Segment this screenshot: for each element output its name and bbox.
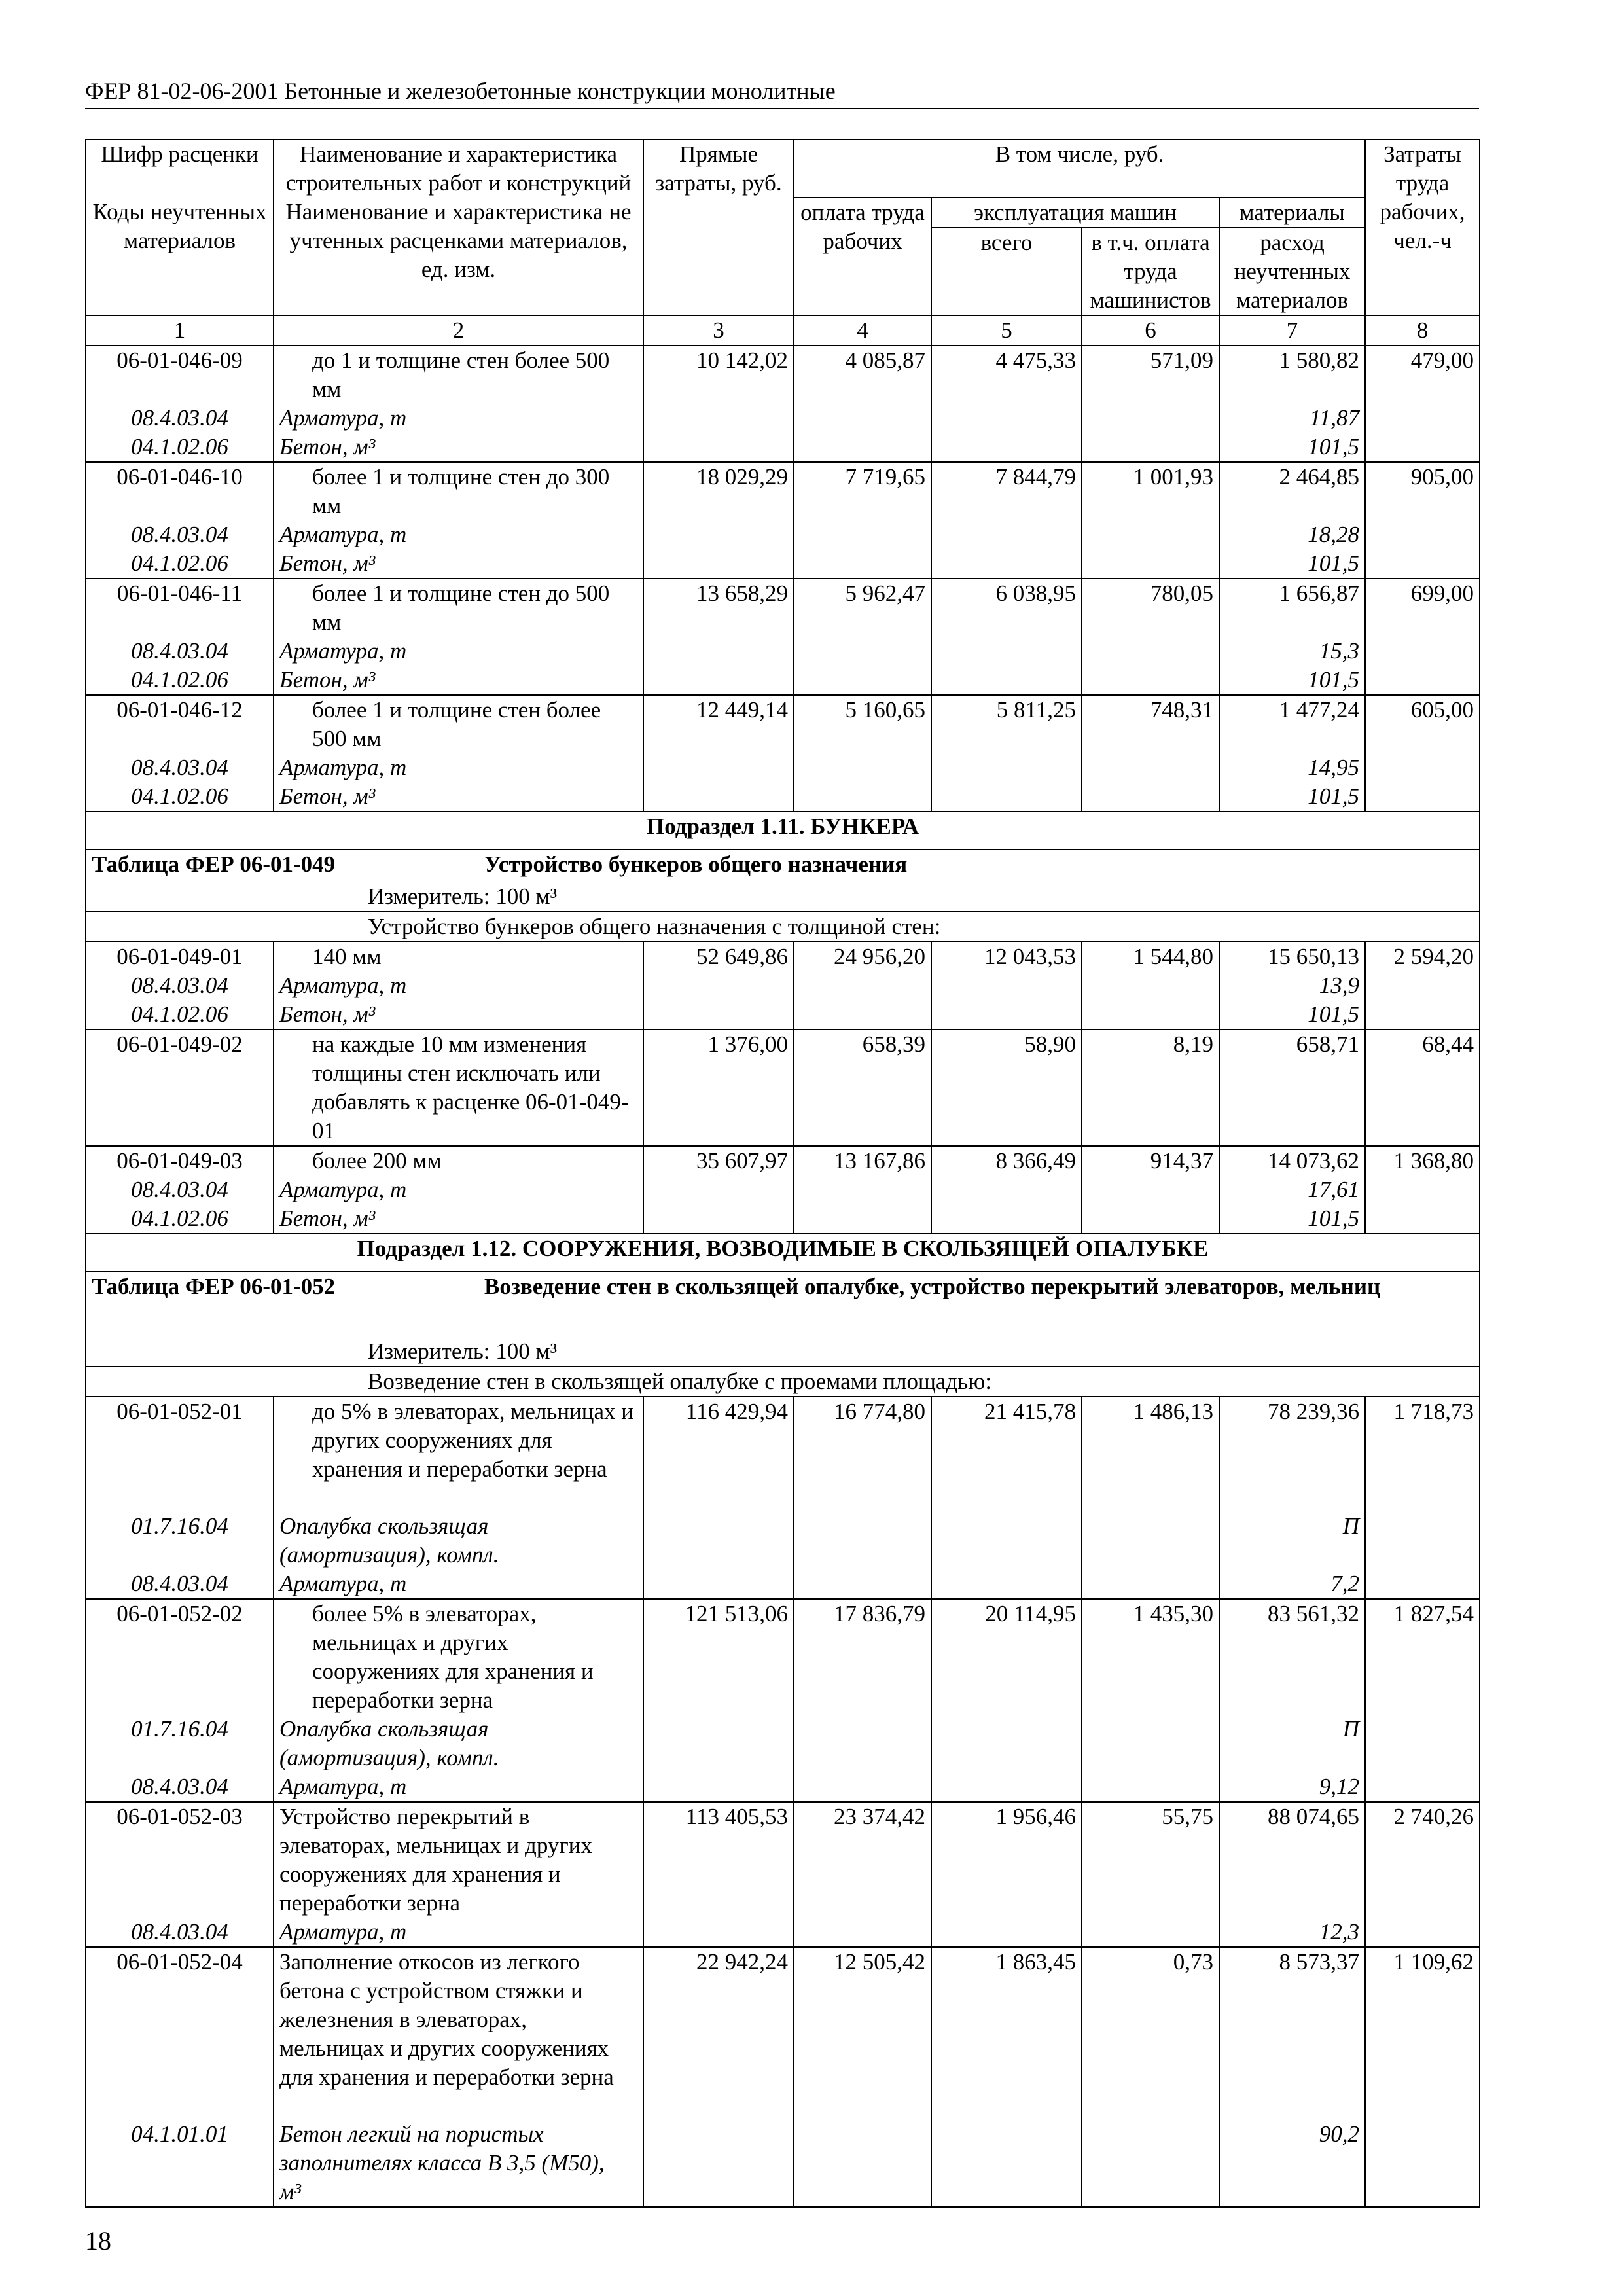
labor-hours: 68,44 bbox=[1365, 1030, 1480, 1146]
material-qty: П bbox=[1219, 1512, 1365, 1570]
labor-hours: 1 827,54 bbox=[1365, 1599, 1480, 1715]
material-name: Арматура, т bbox=[274, 1570, 643, 1599]
material-name: Арматура, т bbox=[274, 1772, 643, 1802]
rate-code: 06-01-052-04 bbox=[86, 1947, 274, 2120]
machinist-wage: 1 486,13 bbox=[1082, 1397, 1219, 1512]
direct-cost: 121 513,06 bbox=[643, 1599, 794, 1715]
material-code: 01.7.16.04 bbox=[86, 1512, 274, 1570]
direct-cost: 18 029,29 bbox=[643, 462, 794, 520]
rate-name: Заполнение откосов из легкого бетона с устройством стяжки и железнения в элеваторах, мельницах и других сооружениях для хранения и переработки зерна bbox=[274, 1947, 643, 2120]
labor-hours: 905,00 bbox=[1365, 462, 1480, 520]
rate-code: 06-01-046-11 bbox=[86, 579, 274, 637]
material-code: 04.1.02.06 bbox=[86, 1000, 274, 1030]
machinist-wage: 1 001,93 bbox=[1082, 462, 1219, 520]
col-materials-sub: расход неучтенных материалов bbox=[1219, 228, 1365, 315]
col-wage: оплата труда рабочих bbox=[794, 198, 931, 315]
materials-cost: 78 239,36 bbox=[1219, 1397, 1365, 1512]
material-code: 08.4.03.04 bbox=[86, 637, 274, 666]
materials-cost: 2 464,85 bbox=[1219, 462, 1365, 520]
col-materials: материалы bbox=[1219, 198, 1365, 228]
col-code-bottom: Коды неучтенных материалов bbox=[86, 198, 274, 315]
machinist-wage: 914,37 bbox=[1082, 1146, 1219, 1175]
direct-cost: 35 607,97 bbox=[643, 1146, 794, 1175]
material-name: Бетон, м³ bbox=[274, 549, 643, 579]
column-numbers bbox=[86, 315, 1480, 346]
wage-cost: 7 719,65 bbox=[794, 462, 931, 520]
material-code: 08.4.03.04 bbox=[86, 971, 274, 1000]
labor-hours: 699,00 bbox=[1365, 579, 1480, 637]
labor-hours: 2 594,20 bbox=[1365, 942, 1480, 971]
rate-code: 06-01-052-03 bbox=[86, 1802, 274, 1918]
material-qty: 101,5 bbox=[1219, 782, 1365, 812]
material-qty: 14,95 bbox=[1219, 753, 1365, 782]
wage-cost: 16 774,80 bbox=[794, 1397, 931, 1512]
materials-cost: 15 650,13 bbox=[1219, 942, 1365, 971]
wage-cost: 12 505,42 bbox=[794, 1947, 931, 2120]
table-name: Устройство бункеров общего назначения bbox=[484, 852, 908, 877]
material-name: Бетон, м³ bbox=[274, 666, 643, 695]
machines-cost: 20 114,95 bbox=[931, 1599, 1082, 1715]
material-code: 08.4.03.04 bbox=[86, 1175, 274, 1204]
materials-cost: 1 656,87 bbox=[1219, 579, 1365, 637]
material-code: 08.4.03.04 bbox=[86, 520, 274, 549]
materials-cost: 88 074,65 bbox=[1219, 1802, 1365, 1918]
material-qty: 11,87 bbox=[1219, 404, 1365, 433]
material-qty: П bbox=[1219, 1715, 1365, 1772]
rate-name: более 5% в элеваторах, мельницах и других сооружениях для хранения и переработки зерна bbox=[274, 1599, 643, 1715]
labor-hours: 2 740,26 bbox=[1365, 1802, 1480, 1918]
wage-cost: 17 836,79 bbox=[794, 1599, 931, 1715]
machinist-wage: 0,73 bbox=[1082, 1947, 1219, 2120]
rate-name: более 200 мм bbox=[274, 1146, 643, 1175]
wage-cost: 13 167,86 bbox=[794, 1146, 931, 1175]
material-qty: 18,28 bbox=[1219, 520, 1365, 549]
header-rule bbox=[85, 108, 1479, 109]
material-code: 04.1.02.06 bbox=[86, 666, 274, 695]
wage-cost: 5 962,47 bbox=[794, 579, 931, 637]
table-number: Таблица ФЕР 06-01-049 bbox=[92, 852, 336, 877]
measure-unit: Измеритель: 100 м³ bbox=[86, 882, 1480, 912]
col-num: 3 bbox=[643, 315, 794, 346]
material-name: Арматура, т bbox=[274, 1175, 643, 1204]
measure-unit: Измеритель: 100 м³ bbox=[86, 1337, 1480, 1367]
table-title bbox=[86, 1272, 1480, 1337]
material-code: 01.7.16.04 bbox=[86, 1715, 274, 1772]
rate-code: 06-01-052-01 bbox=[86, 1397, 274, 1512]
wage-cost: 24 956,20 bbox=[794, 942, 931, 971]
machinist-wage: 8,19 bbox=[1082, 1030, 1219, 1146]
wage-cost: 5 160,65 bbox=[794, 695, 931, 753]
direct-cost: 116 429,94 bbox=[643, 1397, 794, 1512]
direct-cost: 12 449,14 bbox=[643, 695, 794, 753]
machinist-wage: 1 435,30 bbox=[1082, 1599, 1219, 1715]
machines-cost: 6 038,95 bbox=[931, 579, 1082, 637]
direct-cost: 22 942,24 bbox=[643, 1947, 794, 2120]
machinist-wage: 1 544,80 bbox=[1082, 942, 1219, 971]
col-direct: Прямые затраты, руб. bbox=[643, 139, 794, 315]
rate-name: Устройство перекрытий в элеваторах, мельницах и других сооружениях для хранения и переработки зерна bbox=[274, 1802, 643, 1918]
labor-hours: 1 718,73 bbox=[1365, 1397, 1480, 1512]
machines-cost: 5 811,25 bbox=[931, 695, 1082, 753]
materials-cost: 1 477,24 bbox=[1219, 695, 1365, 753]
wage-cost: 23 374,42 bbox=[794, 1802, 931, 1918]
price-table bbox=[85, 139, 1480, 2208]
material-qty: 17,61 bbox=[1219, 1175, 1365, 1204]
col-num: 5 bbox=[931, 315, 1082, 346]
material-name: Арматура, т bbox=[274, 971, 643, 1000]
machines-cost: 12 043,53 bbox=[931, 942, 1082, 971]
machines-cost: 1 863,45 bbox=[931, 1947, 1082, 2120]
wage-cost: 658,39 bbox=[794, 1030, 931, 1146]
materials-cost: 83 561,32 bbox=[1219, 1599, 1365, 1715]
rate-code: 06-01-046-12 bbox=[86, 695, 274, 753]
material-code: 04.1.01.01 bbox=[86, 2120, 274, 2207]
rate-name: на каждые 10 мм изменения толщины стен исключать или добавлять к расценке 06-01-049-01 bbox=[274, 1030, 643, 1146]
rate-code: 06-01-052-02 bbox=[86, 1599, 274, 1715]
material-qty: 90,2 bbox=[1219, 2120, 1365, 2207]
machines-cost: 58,90 bbox=[931, 1030, 1082, 1146]
col-num: 1 bbox=[86, 315, 274, 346]
rate-code: 06-01-046-10 bbox=[86, 462, 274, 520]
direct-cost: 13 658,29 bbox=[643, 579, 794, 637]
rate-name: более 1 и толщине стен до 300 мм bbox=[274, 462, 643, 520]
col-name-bottom: Наименование и характеристика не учтенных расценками материалов, ед. изм. bbox=[274, 198, 643, 315]
labor-hours: 479,00 bbox=[1365, 346, 1480, 404]
material-name: Опалубка скользящая (амортизация), компл. bbox=[274, 1715, 643, 1772]
table-number: Таблица ФЕР 06-01-052 bbox=[92, 1274, 336, 1299]
group-note: Устройство бункеров общего назначения с толщиной стен: bbox=[86, 912, 1480, 942]
section-title: Подраздел 1.11. БУНКЕРА bbox=[86, 812, 1480, 850]
direct-cost: 10 142,02 bbox=[643, 346, 794, 404]
machines-cost: 21 415,78 bbox=[931, 1397, 1082, 1512]
material-code: 08.4.03.04 bbox=[86, 404, 274, 433]
table-title bbox=[86, 850, 1480, 882]
direct-cost: 113 405,53 bbox=[643, 1802, 794, 1918]
material-name: Арматура, т bbox=[274, 1918, 643, 1947]
material-code: 04.1.02.06 bbox=[86, 1204, 274, 1234]
material-code: 04.1.02.06 bbox=[86, 549, 274, 579]
material-code: 08.4.03.04 bbox=[86, 1570, 274, 1599]
material-name: Бетон, м³ bbox=[274, 1204, 643, 1234]
labor-hours: 1 368,80 bbox=[1365, 1146, 1480, 1175]
rate-code: 06-01-049-02 bbox=[86, 1030, 274, 1146]
rate-code: 06-01-049-01 bbox=[86, 942, 274, 971]
wage-cost: 4 085,87 bbox=[794, 346, 931, 404]
page-number: 18 bbox=[85, 2226, 111, 2255]
material-qty: 101,5 bbox=[1219, 549, 1365, 579]
material-qty: 9,12 bbox=[1219, 1772, 1365, 1802]
material-code: 08.4.03.04 bbox=[86, 753, 274, 782]
material-qty: 101,5 bbox=[1219, 1204, 1365, 1234]
materials-cost: 8 573,37 bbox=[1219, 1947, 1365, 2120]
materials-cost: 1 580,82 bbox=[1219, 346, 1365, 404]
machines-cost: 1 956,46 bbox=[931, 1802, 1082, 1918]
page-header: ФЕР 81-02-06-2001 Бетонные и железобетонные конструкции монолитные bbox=[85, 78, 836, 104]
material-qty: 101,5 bbox=[1219, 666, 1365, 695]
material-name: Арматура, т bbox=[274, 753, 643, 782]
group-note: Возведение стен в скользящей опалубке с проемами площадью: bbox=[86, 1367, 1480, 1397]
machines-cost: 4 475,33 bbox=[931, 346, 1082, 404]
material-name: Бетон, м³ bbox=[274, 782, 643, 812]
material-name: Бетон, м³ bbox=[274, 1000, 643, 1030]
section-title: Подраздел 1.12. СООРУЖЕНИЯ, ВОЗВОДИМЫЕ В СКОЛЬЗЯЩЕЙ ОПАЛУБКЕ bbox=[86, 1234, 1480, 1272]
col-num: 6 bbox=[1082, 315, 1219, 346]
material-name: Бетон, м³ bbox=[274, 433, 643, 462]
col-num: 4 bbox=[794, 315, 931, 346]
col-labor: Затраты труда рабочих, чел.-ч bbox=[1365, 139, 1480, 315]
labor-hours: 605,00 bbox=[1365, 695, 1480, 753]
material-qty: 13,9 bbox=[1219, 971, 1365, 1000]
col-num: 7 bbox=[1219, 315, 1365, 346]
rate-code: 06-01-046-09 bbox=[86, 346, 274, 404]
col-machines: эксплуатация машин bbox=[931, 198, 1219, 228]
materials-cost: 14 073,62 bbox=[1219, 1146, 1365, 1175]
direct-cost: 52 649,86 bbox=[643, 942, 794, 971]
col-code-top: Шифр расценки bbox=[86, 139, 274, 198]
material-name: Арматура, т bbox=[274, 637, 643, 666]
material-code: 04.1.02.06 bbox=[86, 433, 274, 462]
material-name: Арматура, т bbox=[274, 404, 643, 433]
materials-cost: 658,71 bbox=[1219, 1030, 1365, 1146]
labor-hours: 1 109,62 bbox=[1365, 1947, 1480, 2120]
machines-cost: 7 844,79 bbox=[931, 462, 1082, 520]
col-num: 8 bbox=[1365, 315, 1480, 346]
machinist-wage: 55,75 bbox=[1082, 1802, 1219, 1918]
machinist-wage: 748,31 bbox=[1082, 695, 1219, 753]
material-qty: 15,3 bbox=[1219, 637, 1365, 666]
col-machines-wage: в т.ч. оплата труда машинистов bbox=[1082, 228, 1219, 315]
material-name: Опалубка скользящая (амортизация), компл. bbox=[274, 1512, 643, 1570]
rate-code: 06-01-049-03 bbox=[86, 1146, 274, 1175]
material-qty: 101,5 bbox=[1219, 433, 1365, 462]
material-code: 04.1.02.06 bbox=[86, 782, 274, 812]
material-code: 08.4.03.04 bbox=[86, 1772, 274, 1802]
table-name: Возведение стен в скользящей опалубке, устройство перекрытий элеваторов, мельниц bbox=[484, 1274, 1381, 1299]
machines-cost: 8 366,49 bbox=[931, 1146, 1082, 1175]
col-incl: В том числе, руб. bbox=[794, 139, 1365, 198]
machinist-wage: 780,05 bbox=[1082, 579, 1219, 637]
rate-name: более 1 и толщине стен до 500 мм bbox=[274, 579, 643, 637]
material-qty: 12,3 bbox=[1219, 1918, 1365, 1947]
rate-name: более 1 и толщине стен более 500 мм bbox=[274, 695, 643, 753]
machinist-wage: 571,09 bbox=[1082, 346, 1219, 404]
col-name-top: Наименование и характеристика строительных работ и конструкций bbox=[274, 139, 643, 198]
material-qty: 101,5 bbox=[1219, 1000, 1365, 1030]
rate-name: до 1 и толщине стен более 500 мм bbox=[274, 346, 643, 404]
material-name: Бетон легкий на пористых заполнителях класса В 3,5 (М50), м³ bbox=[274, 2120, 643, 2207]
rate-name: до 5% в элеваторах, мельницах и других сооружениях для хранения и переработки зерна bbox=[274, 1397, 643, 1512]
rate-name: 140 мм bbox=[274, 942, 643, 971]
material-qty: 7,2 bbox=[1219, 1570, 1365, 1599]
material-code: 08.4.03.04 bbox=[86, 1918, 274, 1947]
col-machines-total: всего bbox=[931, 228, 1082, 315]
col-num: 2 bbox=[274, 315, 643, 346]
material-name: Арматура, т bbox=[274, 520, 643, 549]
direct-cost: 1 376,00 bbox=[643, 1030, 794, 1146]
